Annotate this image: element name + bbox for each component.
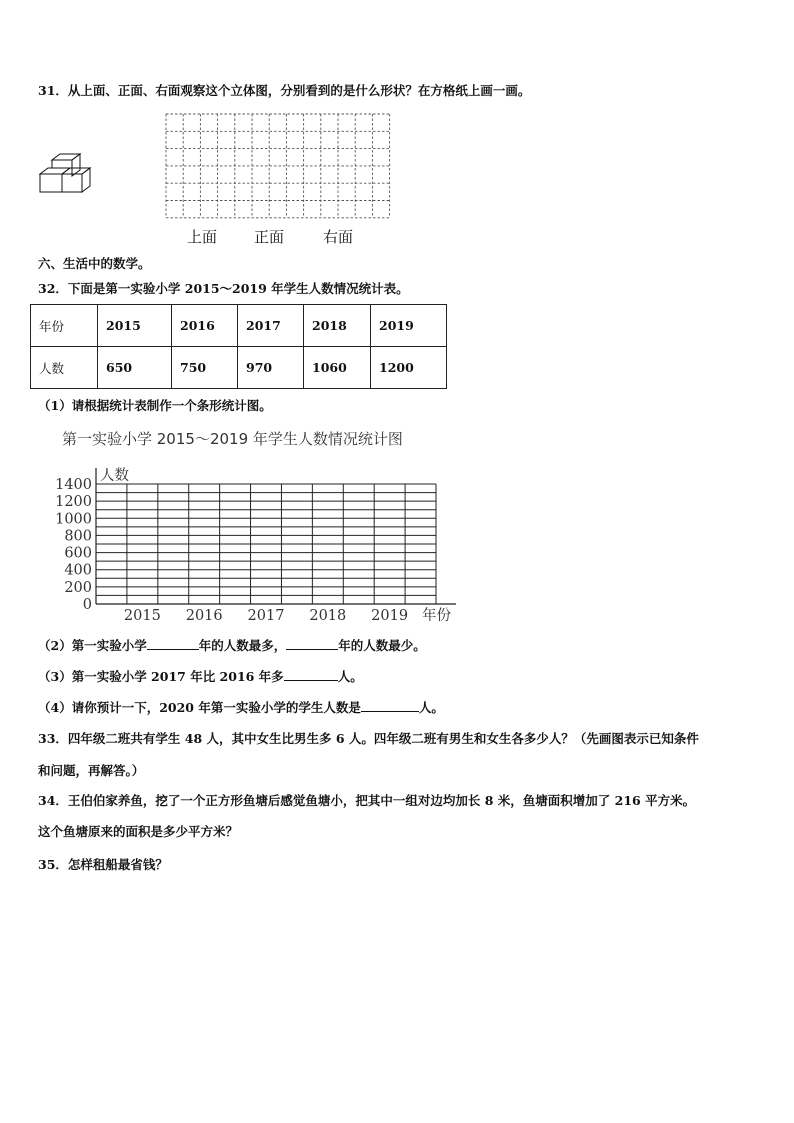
q32-part4-text-b: 人。 (418, 700, 444, 715)
table-cell: 1200 (371, 347, 447, 389)
chart-title: 第一实验小学 2015～2019 年学生人数情况统计图 (62, 430, 403, 448)
q32-part3-text-b: 人。 (337, 669, 363, 684)
q35-text: 35．怎样租船最省钱？ (38, 857, 168, 872)
student-count-table (30, 304, 447, 389)
bar-chart (30, 424, 470, 624)
answer-blank-prediction[interactable] (361, 698, 419, 712)
table-cell: 2017 (238, 305, 304, 347)
table-cell: 970 (238, 347, 304, 389)
q32-intro: 32．下面是第一实验小学 2015～2019 年学生人数情况统计表。 (38, 281, 409, 296)
x-tick-label: 2015 (123, 608, 161, 624)
table-cell: 1060 (304, 347, 371, 389)
y-tick-label: 800 (64, 528, 92, 545)
view-label-top: 上面 (187, 228, 218, 246)
table-header-year: 年份 (31, 305, 98, 347)
section-title: 六、生活中的数学。 (38, 256, 151, 271)
q31-text: 31．从上面、正面、右面观察这个立体图，分别看到的是什么形状？在方格纸上画一画。 (38, 83, 531, 98)
q34-line2: 这个鱼塘原来的面积是多少平方米？ (38, 824, 239, 839)
answer-blank-least-year[interactable] (286, 636, 338, 650)
y-axis-label: 人数 (100, 468, 129, 484)
table-row-count (31, 347, 447, 389)
q32-part4-text-a: （4）请你预计一下，2020 年第一实验小学的学生人数是 (38, 700, 361, 715)
view-label-front: 正面 (254, 228, 285, 246)
answer-blank-difference[interactable] (284, 667, 338, 681)
q34-line1: 34．王伯伯家养鱼，挖了一个正方形鱼塘后感觉鱼塘小，把其中一组对边均加长 8 米，鱼塘面积增加了 216 平方米。 (38, 793, 696, 808)
table-cell: 650 (98, 347, 172, 389)
table-header-count: 人数 (31, 347, 98, 389)
y-tick-label: 1200 (55, 494, 92, 511)
y-tick-label: 200 (64, 579, 92, 596)
y-tick-label: 1400 (55, 477, 92, 493)
table-cell: 2019 (371, 305, 447, 347)
q32-part1: （1）请根据统计表制作一个条形统计图。 (38, 398, 272, 413)
x-tick-label: 2017 (247, 608, 285, 624)
table-cell: 2016 (172, 305, 238, 347)
x-tick-label: 2016 (185, 608, 223, 624)
y-tick-label: 0 (82, 597, 92, 613)
table-cell: 750 (172, 347, 238, 389)
q33-line1: 33．四年级二班共有学生 48 人，其中女生比男生多 6 人。四年级二班有男生和女生各多少人？（先画图表示已知条件 (38, 731, 699, 746)
q32-part3-text-a: （3）第一实验小学 2017 年比 2016 年多 (38, 669, 284, 684)
x-tick-label: 2018 (309, 608, 347, 624)
table-row-year (31, 305, 447, 347)
x-tick-label: 2019 (371, 608, 409, 624)
y-tick-label: 400 (64, 562, 92, 579)
q32-part2-text-b: 年的人数最多， (198, 638, 287, 653)
view-label-right: 右面 (323, 228, 354, 246)
cube-solid-figure (36, 152, 92, 196)
q32-part3 (38, 667, 363, 686)
q32-part2 (38, 636, 426, 655)
q32-part2-text-a: （2）第一实验小学 (38, 638, 147, 653)
dashed-grid-paper[interactable] (165, 113, 391, 219)
q33-line2: 和问题，再解答。） (38, 763, 145, 778)
x-axis-label: 年份 (422, 608, 451, 624)
table-cell: 2018 (304, 305, 371, 347)
table-cell: 2015 (98, 305, 172, 347)
q32-part2-text-c: 年的人数最少。 (338, 638, 426, 653)
y-tick-label: 1000 (55, 511, 92, 528)
y-tick-label: 600 (64, 545, 92, 562)
answer-blank-most-year[interactable] (147, 636, 199, 650)
q32-part4 (38, 698, 444, 717)
